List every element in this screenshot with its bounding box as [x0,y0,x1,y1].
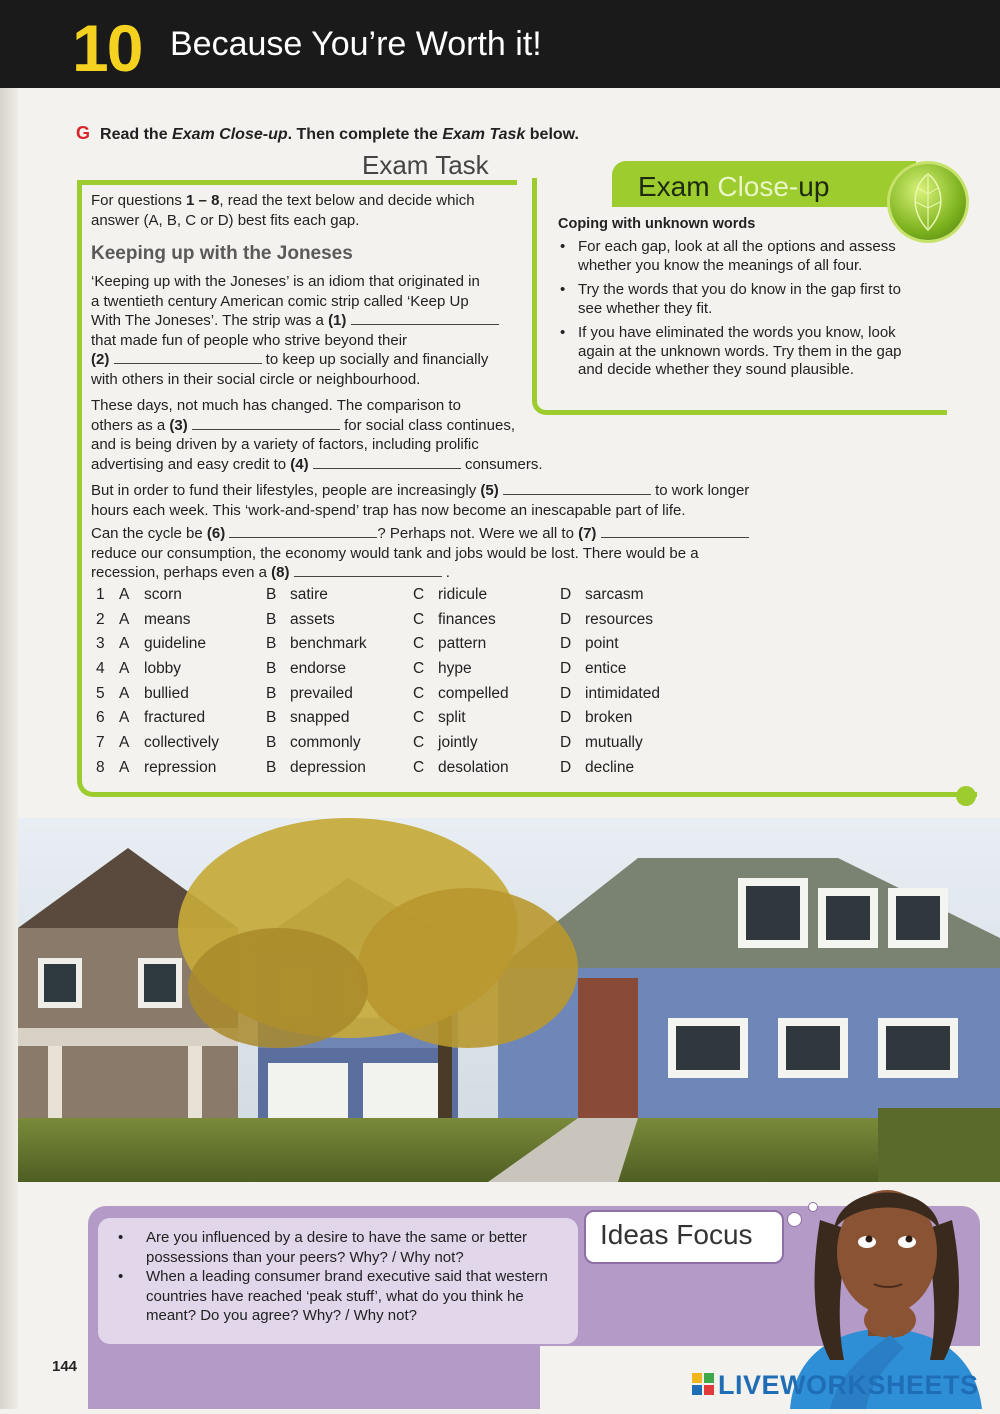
option-letter: B [266,610,277,628]
exam-closeup-tips [558,238,928,386]
option-2b[interactable]: assets [290,610,335,628]
question-number: 1 [96,586,105,603]
option-5d[interactable]: intimidated [585,684,660,702]
gap-label: (8) [271,564,290,581]
option-3a[interactable]: guideline [144,635,207,653]
page-number: 144 [52,1358,78,1375]
option-letter: D [560,709,572,727]
option-letter: D [560,758,572,776]
option-6a[interactable]: fractured [144,709,206,727]
option-letter: C [413,684,425,702]
option-7a[interactable]: collectively [144,734,219,752]
ideas-focus-bottom [88,1346,540,1409]
option-7d[interactable]: mutually [585,734,643,752]
exercise-letter: G [76,123,91,143]
option-row-7 [91,734,791,759]
option-2c[interactable]: finances [438,610,496,628]
option-letter: C [413,635,425,653]
option-letter: D [560,586,572,603]
exam-closeup-title: Exam Close-up [638,171,830,202]
option-letter: B [266,635,277,653]
option-6c[interactable]: split [438,709,466,727]
tip-item: • For each gap, look at all the options and assess whether you know the meanings of all four. [558,238,928,275]
ideas-focus-title: Ideas Focus [600,1219,753,1250]
option-letter: C [413,734,425,752]
liveworksheets-brand[interactable]: LIVEWORKSHEETS [718,1370,979,1400]
option-8a[interactable]: repression [144,758,217,776]
liveworksheets-logo-icon [692,1373,714,1395]
gap-label: (7) [578,525,597,542]
instruction-text: below. [525,126,579,143]
option-4b[interactable]: endorse [290,660,347,678]
option-1a[interactable]: scorn [144,586,182,603]
gap-7-blank[interactable] [601,525,749,538]
option-letter: D [560,610,572,628]
article-paragraph-3: But in order to fund their lifestyles, people are increasingly (5) to work longer hours each week. This ‘work-and-spend’ trap has now become an inescapable part of life. [91,482,750,519]
exam-task-title: Exam Task [362,150,489,180]
gap-label: (2) [91,351,110,368]
option-6b[interactable]: snapped [290,709,350,727]
option-letter: B [266,758,277,776]
gap-label: (1) [328,312,347,329]
option-row-2 [91,611,791,636]
option-letter: C [413,758,425,776]
option-8c[interactable]: desolation [438,758,509,776]
exam-task-end-dot [956,786,976,806]
gap-8-blank[interactable] [294,564,442,577]
option-letter: C [413,586,425,603]
gap-label: (3) [169,416,188,434]
gap-6-blank[interactable] [229,525,377,538]
option-row-3 [91,635,791,660]
option-6d[interactable]: broken [585,709,633,727]
question-number: 7 [96,734,105,752]
option-letter: B [266,709,277,727]
option-letter: C [413,610,425,628]
question-number: 5 [96,684,105,702]
option-3c[interactable]: pattern [438,635,487,653]
option-letter: D [560,660,572,678]
gap-label: (4) [290,455,309,473]
gap-label: (5) [480,482,499,499]
instruction-italic: Exam Close-up [172,126,288,143]
task-intro: For questions 1 – 8, read the text below and decide which answer (A, B, C or D) best fits each gap. [91,192,475,229]
option-4d[interactable]: entice [585,660,627,678]
option-letter: A [119,586,130,603]
gap-3-blank[interactable] [192,417,340,430]
option-8d[interactable]: decline [585,758,635,776]
option-row-6 [91,709,791,734]
option-5b[interactable]: prevailed [290,684,353,702]
question-number: 6 [96,709,105,727]
option-4c[interactable]: hype [438,660,472,678]
exercise-instruction [76,123,579,144]
instruction-italic: Exam Task [442,126,526,143]
houses-photo [18,818,1000,1182]
question-number: 8 [96,758,105,776]
discussion-question: • When a leading consumer brand executive said that western countries have reached ‘peak stuff’, what do you think he meant? Do you agree? Why? / Why not? [116,1267,568,1326]
discussion-question: • Are you influenced by a desire to have the same or better possessions than your peers? Why? / Why not? [116,1228,568,1267]
option-2d[interactable]: resources [585,610,654,628]
question-number: 2 [96,610,105,628]
option-1d[interactable]: sarcasm [585,586,644,603]
option-letter: B [266,684,277,702]
option-letter: D [560,734,572,752]
article-title: Keeping up with the Joneses [91,243,353,264]
unit-header [0,0,1000,88]
option-letter: D [560,684,572,702]
option-letter: B [266,734,277,752]
gap-1-blank[interactable] [351,312,499,325]
option-row-5 [91,685,791,710]
option-letter: A [119,660,130,678]
tip-item: • Try the words that you do know in the gap first to see whether they fit. [558,281,928,318]
option-5c[interactable]: compelled [438,684,509,702]
article-paragraph-1: ‘Keeping up with the Joneses’ is an idiom that originated in a twentieth century American comic strip called ‘Keep Up With The Joneses’. The strip was a (1) that made fun of people who strive beyond their (2) to keep up socially and financially with others in their social circle or neighbourhood. [91,272,531,389]
page-edge [0,88,18,1409]
option-letter: A [119,684,130,702]
option-3d[interactable]: point [585,635,619,653]
instruction-text: . Then complete the [287,126,443,143]
option-8b[interactable]: depression [290,758,366,776]
exam-closeup-subtitle: Coping with unknown words [558,216,756,232]
question-number: 4 [96,660,105,678]
option-letter: A [119,709,130,727]
option-letter: D [560,635,572,653]
option-letter: B [266,660,277,678]
gap-label: (6) [206,525,226,542]
option-letter: B [266,586,277,603]
gap-4-blank[interactable] [313,456,461,469]
option-letter: A [119,635,130,653]
leaf-icon [890,164,966,240]
option-letter: A [119,734,130,752]
option-row-1 [91,586,791,611]
ideas-focus-questions [116,1228,568,1326]
option-1c[interactable]: ridicule [438,586,488,603]
option-7b[interactable]: commonly [290,734,361,752]
option-5a[interactable]: bullied [144,684,189,702]
option-4a[interactable]: lobby [144,660,182,678]
option-row-4 [91,660,791,685]
instruction-text: Read the [100,126,173,143]
option-3b[interactable]: benchmark [290,635,367,653]
tip-item: • If you have eliminated the words you know, look again at the unknown words. Try them in the gap and decide whether they sound plausible. [558,324,928,380]
option-letter: A [119,610,130,628]
gap-2-blank[interactable] [114,351,262,364]
article-paragraph-2: These days, not much has changed. The comparison to others as a (3) for social class continues, and is being driven by a variety of factors, including prolific advertising and easy credit to (4) consumers. [91,397,543,473]
unit-title: Because You’re Worth it! [170,25,542,63]
option-letter: C [413,709,425,727]
option-1b[interactable]: satire [290,586,328,603]
unit-number: 10 [72,11,142,85]
option-letter: A [119,758,130,776]
option-letter: C [413,660,425,678]
option-2a[interactable]: means [144,610,191,628]
answer-options [91,586,791,784]
option-7c[interactable]: jointly [438,734,478,752]
option-row-8 [91,759,791,784]
article-paragraph-4: Can the cycle be (6) ? Perhaps not. Were we all to (7) reduce our consumption, the economy would tank and jobs would be lost. There would be a recession, perhaps even a (8) . [91,524,951,583]
gap-5-blank[interactable] [503,482,651,495]
question-number: 3 [96,635,105,653]
